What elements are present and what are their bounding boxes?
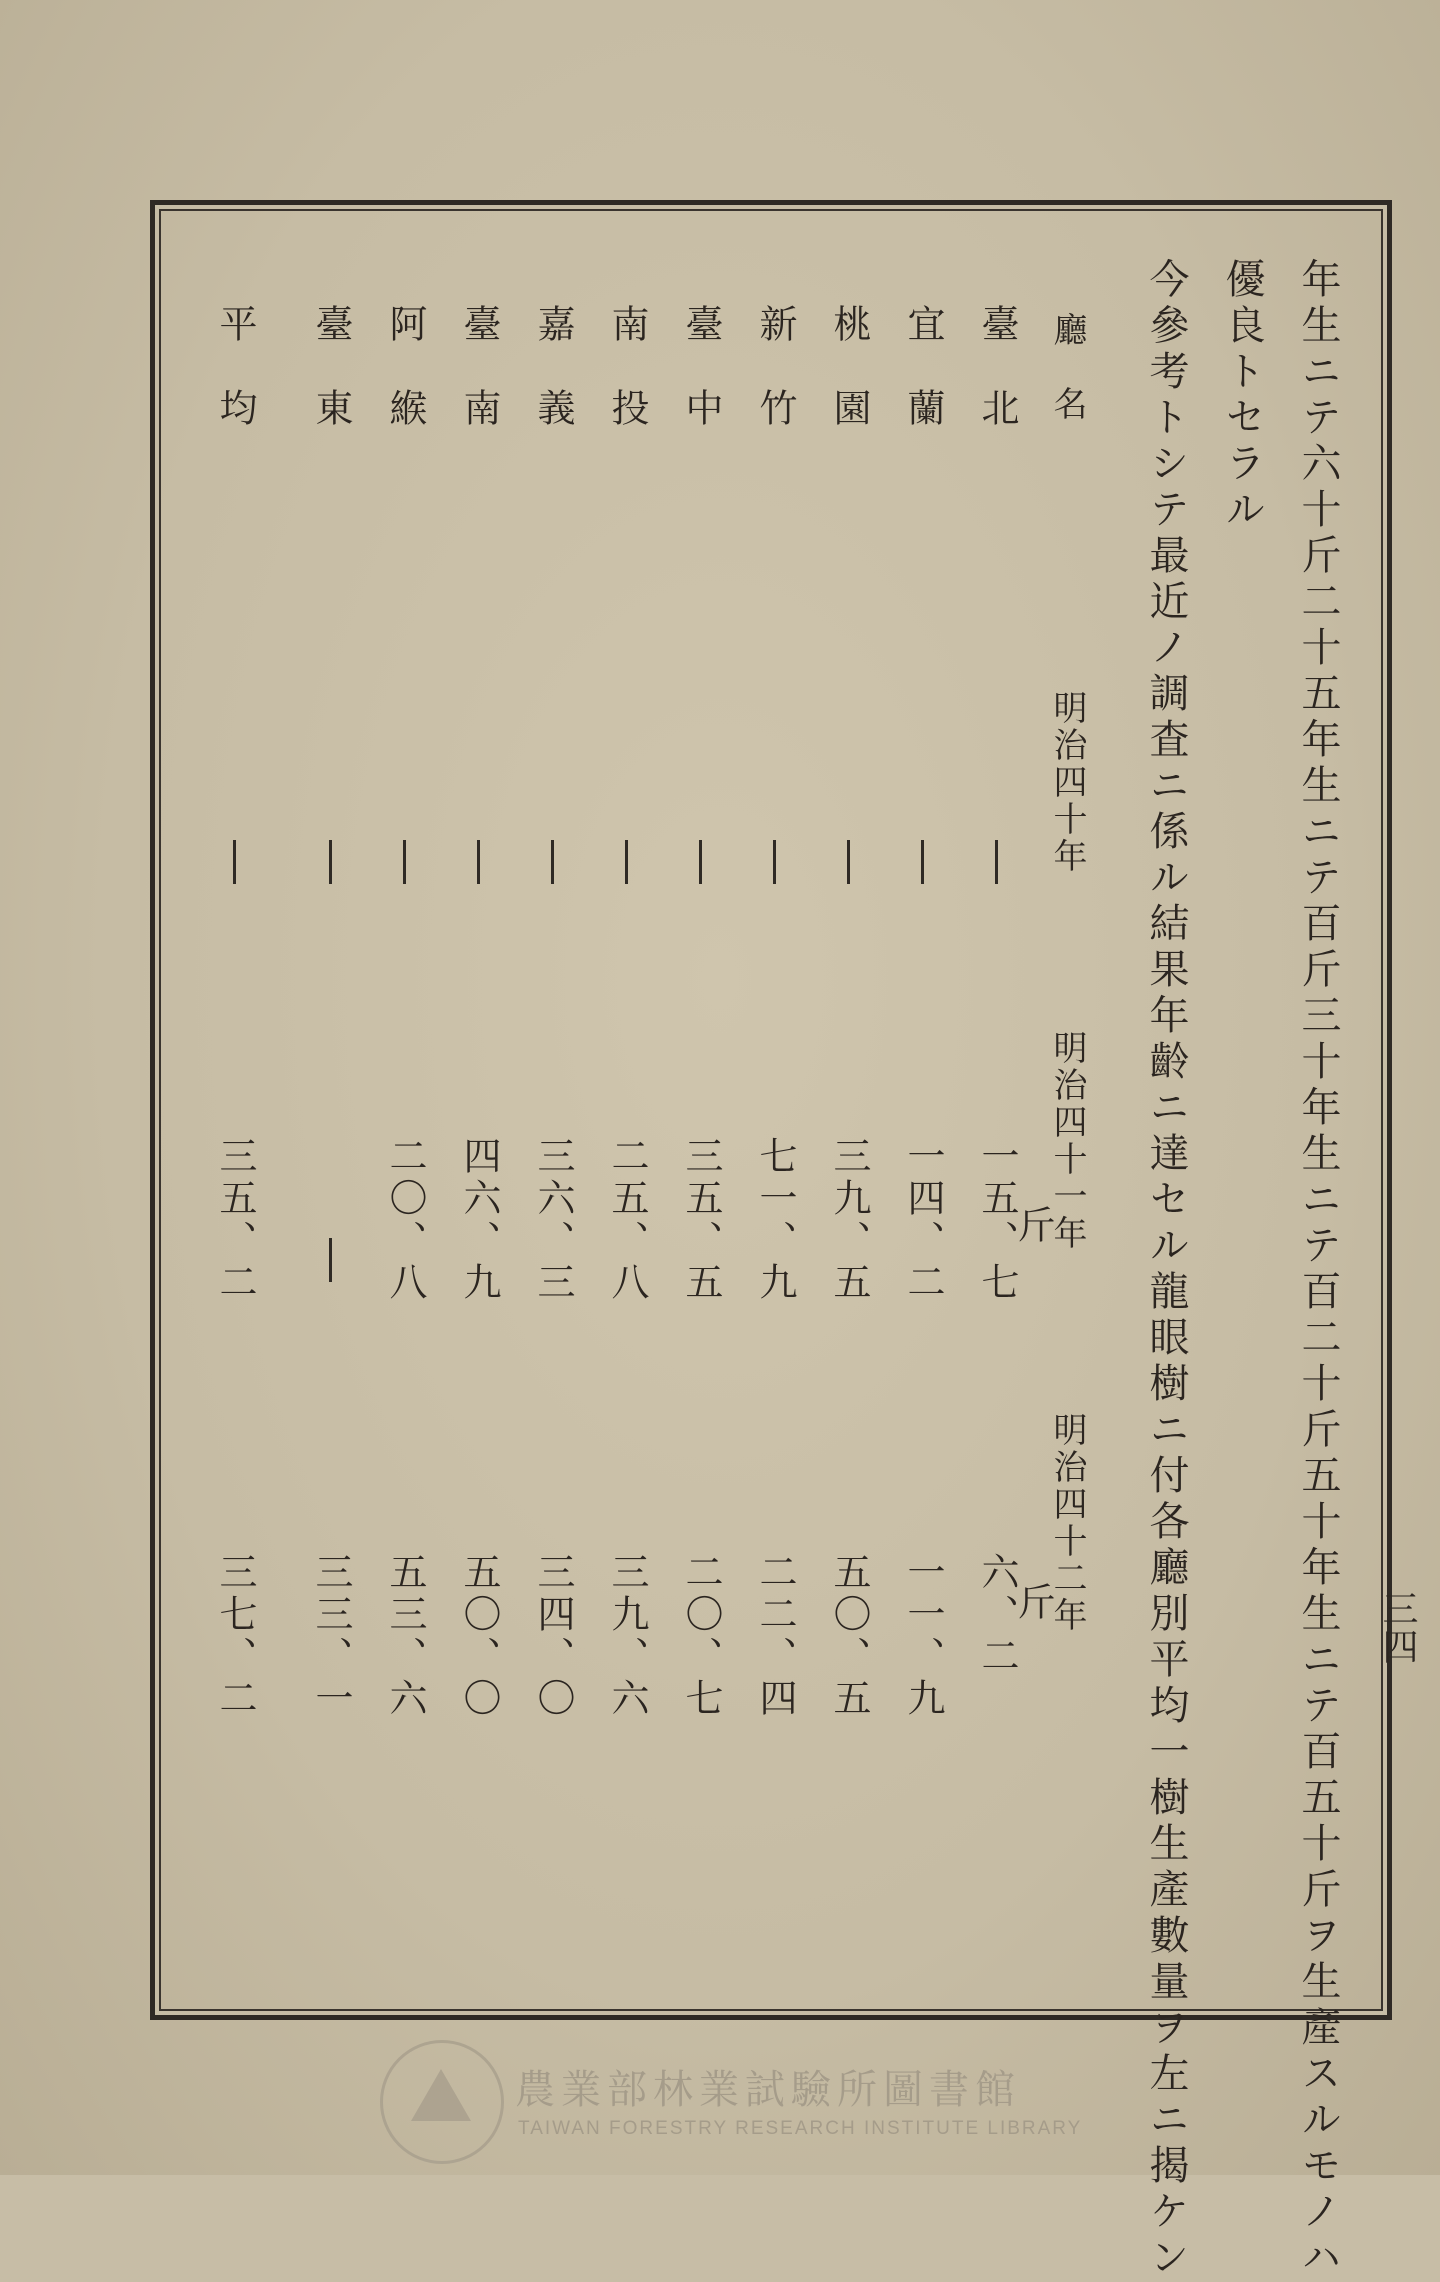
page-border [150, 200, 1392, 2020]
page-number: 三四 [1377, 1590, 1418, 1666]
district-name: 臺 南 [457, 304, 501, 430]
average-label: 平 均 [213, 304, 257, 430]
no-data-dash [921, 840, 924, 884]
no-data-dash [773, 840, 776, 884]
no-data-dash [625, 840, 628, 884]
library-seal-icon [380, 2040, 504, 2164]
unit-label: 斤 [1011, 1582, 1055, 1624]
value-1908: 三六、三 [531, 1136, 575, 1304]
value-1908: 四六、九 [457, 1136, 501, 1304]
no-data-dash [233, 840, 236, 884]
value-1909: 五〇、五 [827, 1552, 871, 1720]
district-name: 臺 東 [309, 304, 353, 430]
value-1908: 三九、五 [827, 1136, 871, 1304]
no-data-dash [477, 840, 480, 884]
watermark-english: TAIWAN FORESTRY RESEARCH INSTITUTE LIBRARY [518, 2118, 1083, 2139]
value-1908: 七一、九 [753, 1136, 797, 1304]
no-data-dash [995, 840, 998, 884]
value-1908: 三五、五 [679, 1136, 723, 1304]
header-year-1908: 明治四十一年 [1047, 1030, 1087, 1252]
average-1908: 三五、二 [213, 1136, 257, 1304]
district-name: 臺 北 [975, 304, 1019, 430]
district-name: 宜 蘭 [901, 304, 945, 430]
text-line-1: 年生ニテ六十斤二十五年生ニテ百斤三十年生ニテ百二十斤五十年生ニテ百五十斤ヲ生產スルモノハ [1295, 258, 1341, 2282]
no-data-dash [329, 1238, 332, 1282]
value-1909: 六、二 [975, 1552, 1019, 1678]
value-1909: 三九、六 [605, 1552, 649, 1720]
unit-label: 斤 [1011, 1205, 1055, 1247]
value-1908: 二〇、八 [383, 1136, 427, 1304]
header-year-1909: 明治四十二年 [1047, 1412, 1087, 1634]
district-name: 桃 園 [827, 304, 871, 430]
value-1908: 一五、七 [975, 1136, 1019, 1304]
no-data-dash [403, 840, 406, 884]
no-data-dash [699, 840, 702, 884]
value-1909: 三四、〇 [531, 1552, 575, 1720]
no-data-dash [329, 840, 332, 884]
value-1908: 二五、八 [605, 1136, 649, 1304]
district-name: 南 投 [605, 304, 649, 430]
value-1908: 一四、二 [901, 1136, 945, 1304]
watermark-chinese: 農業部林業試驗所圖書館 [515, 2067, 1021, 2113]
header-district: 廳 名 [1047, 312, 1087, 423]
district-name: 臺 中 [679, 304, 723, 430]
average-1909: 三七、二 [213, 1552, 257, 1720]
district-name: 新 竹 [753, 304, 797, 430]
value-1909: 五三、六 [383, 1552, 427, 1720]
text-line-3: 今參考トシテ最近ノ調査ニ係ル結果年齡ニ達セル龍眼樹ニ付各廳別平均一樹生產數量ヲ左ニ揭ケン [1143, 258, 1189, 2282]
value-1909: 一一、九 [901, 1552, 945, 1720]
no-data-dash [551, 840, 554, 884]
no-data-dash [847, 840, 850, 884]
value-1909: 二〇、七 [679, 1552, 723, 1720]
value-1909: 三三、一 [309, 1552, 353, 1720]
district-name: 阿 緱 [383, 304, 427, 430]
value-1909: 五〇、〇 [457, 1552, 501, 1720]
header-year-1907: 明治四十年 [1047, 690, 1087, 875]
text-line-2: 優良トセラル [1219, 258, 1265, 534]
value-1909: 二二、四 [753, 1552, 797, 1720]
district-name: 嘉 義 [531, 304, 575, 430]
